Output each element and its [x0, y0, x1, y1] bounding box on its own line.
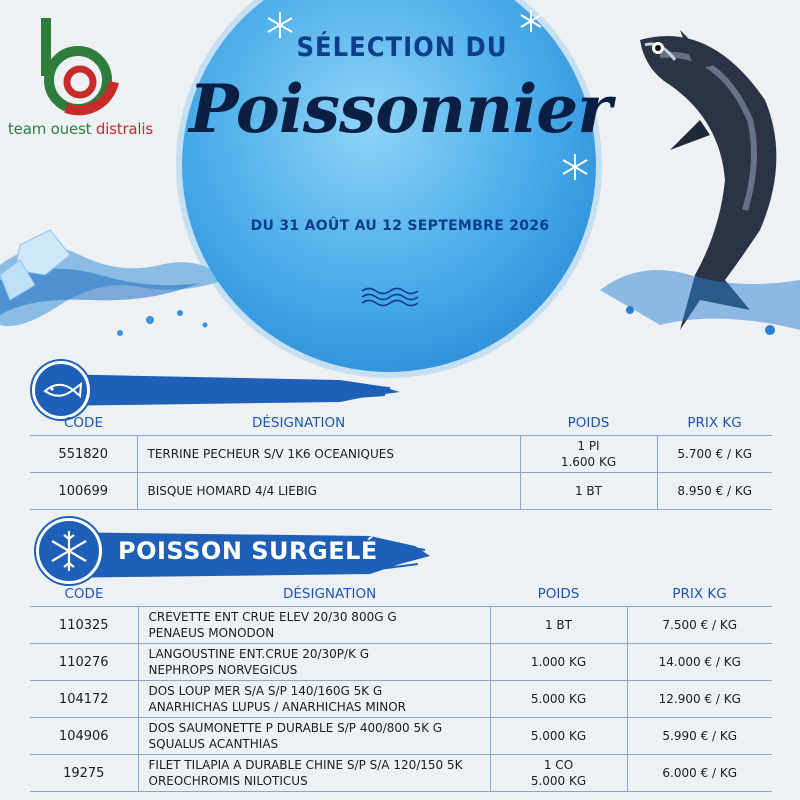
- table-row: [30, 607, 772, 644]
- product-price: 12.900 € / KG: [627, 681, 772, 718]
- product-price: 14.000 € / KG: [627, 644, 772, 681]
- designation-line: PENAEUS MONODON: [148, 626, 275, 640]
- brand-name-part2: distralis: [95, 120, 153, 138]
- snowflake-decoration-icon: [518, 8, 544, 34]
- product-weight: [490, 644, 627, 681]
- title-main: Poissonnier: [188, 70, 612, 148]
- column-header-code: CODE: [64, 586, 104, 602]
- weight-line: 1 CO: [543, 758, 574, 772]
- product-designation: [138, 607, 490, 644]
- weight-line: 1 BT: [574, 484, 602, 498]
- product-weight: [490, 718, 627, 755]
- designation-line: SQUALUS ACANTHIAS: [148, 737, 279, 751]
- product-code: 19275: [30, 755, 138, 792]
- weight-line: 5.000 KG: [530, 729, 587, 743]
- weight-line: 1.600 KG: [560, 455, 617, 469]
- column-header-prix: PRIX KG: [672, 586, 727, 602]
- weight-line: 5.000 KG: [530, 692, 587, 706]
- snowflake-decoration-icon: [560, 152, 590, 182]
- designation-line: FILET TILAPIA A DURABLE CHINE S/P S/A 120/150 5K: [148, 758, 463, 772]
- column-header-poids: POIDS: [537, 586, 580, 602]
- product-code: 551820: [30, 436, 137, 473]
- column-header-prix: PRIX KG: [687, 415, 742, 431]
- product-designation: [137, 436, 520, 473]
- product-code: 110325: [30, 607, 138, 644]
- product-code: 110276: [30, 644, 138, 681]
- product-designation: [138, 644, 490, 681]
- product-designation: [138, 681, 490, 718]
- designation-line: CREVETTE ENT CRUE ELEV 20/30 800G G: [148, 610, 397, 624]
- column-header-designation: DÉSIGNATION: [283, 586, 377, 602]
- table-row: [30, 473, 772, 510]
- product-weight: [490, 681, 627, 718]
- designation-line: TERRINE PECHEUR S/V 1K6 OCEANIQUES: [147, 447, 394, 461]
- product-price: 7.500 € / KG: [627, 607, 772, 644]
- title-top: SÉLECTION DU: [296, 32, 508, 63]
- table-row: [30, 755, 772, 792]
- weight-line: 1 BT: [544, 618, 572, 632]
- weight-line: 1.000 KG: [530, 655, 587, 669]
- product-weight: [490, 755, 627, 792]
- section1-table: [30, 411, 772, 510]
- product-code: 104172: [30, 681, 138, 718]
- designation-line: NEPHROPS NORVEGICUS: [148, 663, 298, 677]
- designation-line: DOS LOUP MER S/A S/P 140/160G 5K G: [148, 684, 383, 698]
- table-row: [30, 681, 772, 718]
- product-weight: [490, 607, 627, 644]
- weight-line: 1 PI: [577, 439, 600, 453]
- column-header-designation: DÉSIGNATION: [252, 415, 346, 431]
- tuna-fish-illustration: [600, 10, 800, 350]
- designation-line: ANARHICHAS LUPUS / ANARHICHAS MINOR: [148, 700, 407, 714]
- product-code: 100699: [30, 473, 137, 510]
- product-price: 8.950 € / KG: [657, 473, 772, 510]
- section2-title: POISSON SURGELÉ: [118, 537, 378, 565]
- column-header-code: CODE: [64, 415, 103, 431]
- designation-line: BISQUE HOMARD 4/4 LIEBIG: [147, 484, 317, 498]
- weight-line: 5.000 KG: [530, 774, 587, 788]
- product-weight: [520, 473, 657, 510]
- product-price: 5.990 € / KG: [627, 718, 772, 755]
- section2-badge: [36, 518, 102, 584]
- product-weight: [520, 436, 657, 473]
- product-price: 5.700 € / KG: [657, 436, 772, 473]
- product-price: 6.000 € / KG: [627, 755, 772, 792]
- fish-icon: [35, 364, 87, 416]
- product-designation: [138, 718, 490, 755]
- water-splash-left: [0, 225, 230, 345]
- promotion-dates: DU 31 AOÛT AU 12 SEPTEMBRE 2026: [250, 218, 550, 234]
- designation-line: OREOCHROMIS NILOTICUS: [148, 774, 308, 788]
- column-header-poids: POIDS: [567, 415, 610, 431]
- table-row: [30, 436, 772, 473]
- snowflake-icon: [39, 521, 99, 581]
- section1-brush-banner: [40, 368, 400, 412]
- waves-icon: [360, 286, 420, 308]
- brand-name-part1: team ouest: [8, 120, 92, 138]
- product-designation: [137, 473, 520, 510]
- table-row: [30, 718, 772, 755]
- table-row: [30, 644, 772, 681]
- designation-line: LANGOUSTINE ENT.CRUE 20/30P/K G: [148, 647, 370, 661]
- designation-line: DOS SAUMONETTE P DURABLE S/P 400/800 5K G: [148, 721, 443, 735]
- section2-table: [30, 582, 772, 792]
- product-code: 104906: [30, 718, 138, 755]
- product-designation: [138, 755, 490, 792]
